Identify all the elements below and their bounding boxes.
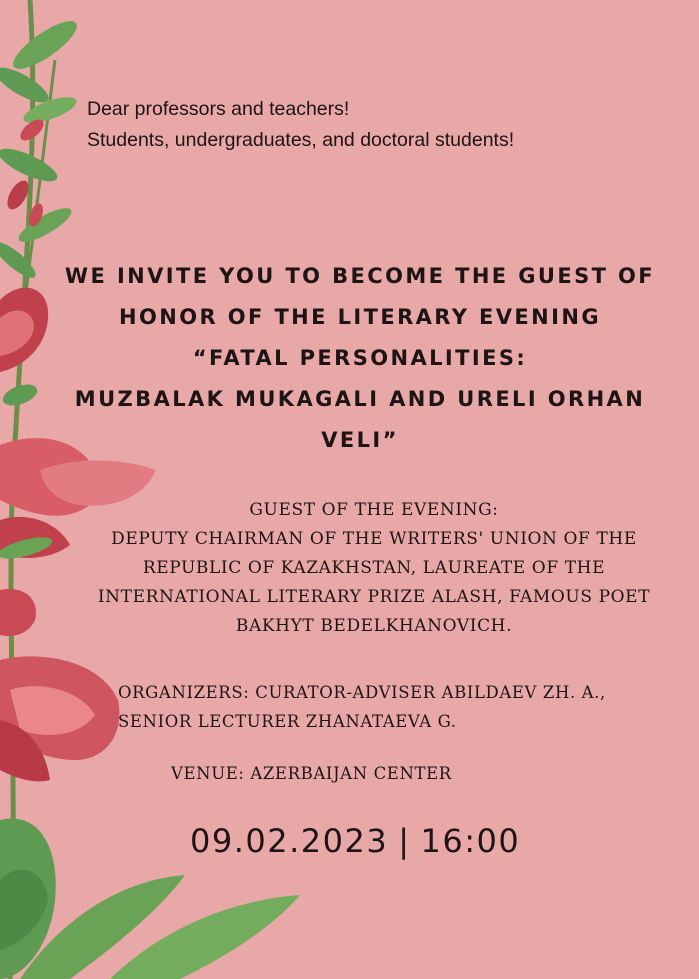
event-date: 09.02.2023 <box>190 822 389 860</box>
headline-line: “FATAL PERSONALITIES: <box>192 346 528 370</box>
guest-line: GUEST OF THE EVENING: <box>249 500 499 520</box>
greeting-line-professors: Dear professors and teachers! <box>87 98 350 120</box>
organizers <box>118 678 606 736</box>
event-datetime <box>190 822 520 860</box>
venue: VENUE: AZERBAIJAN CENTER <box>171 764 452 783</box>
guest-of-evening <box>62 496 686 641</box>
guest-line: BAKHYT BEDELKHANOVICH. <box>235 616 513 636</box>
guest-line: REPUBLIC OF KAZAKHSTAN, LAUREATE OF THE <box>142 558 606 578</box>
headline-line: HONOR OF THE LITERARY EVENING <box>119 305 601 329</box>
greeting <box>87 94 514 156</box>
datetime-separator: | <box>398 822 411 860</box>
headline-line: VELI” <box>321 428 399 452</box>
guest-line: INTERNATIONAL LITERARY PRIZE ALASH, FAMOUS POET <box>97 587 651 607</box>
greeting-line-students: Students, undergraduates, and doctoral students! <box>87 129 515 151</box>
invitation-headline <box>40 256 680 461</box>
event-time: 16:00 <box>420 822 521 860</box>
organizers-line: ORGANIZERS: CURATOR-ADVISER ABILDAEV ZH. A., <box>118 683 606 702</box>
guest-line: DEPUTY CHAIRMAN OF THE WRITERS' UNION OF THE <box>111 529 637 549</box>
headline-line: WE INVITE YOU TO BECOME THE GUEST OF <box>64 264 656 288</box>
headline-line: MUZBALAK MUKAGALI AND URELI ORHAN <box>74 387 646 411</box>
organizers-line: SENIOR LECTURER ZHANATAEVA G. <box>118 712 457 731</box>
